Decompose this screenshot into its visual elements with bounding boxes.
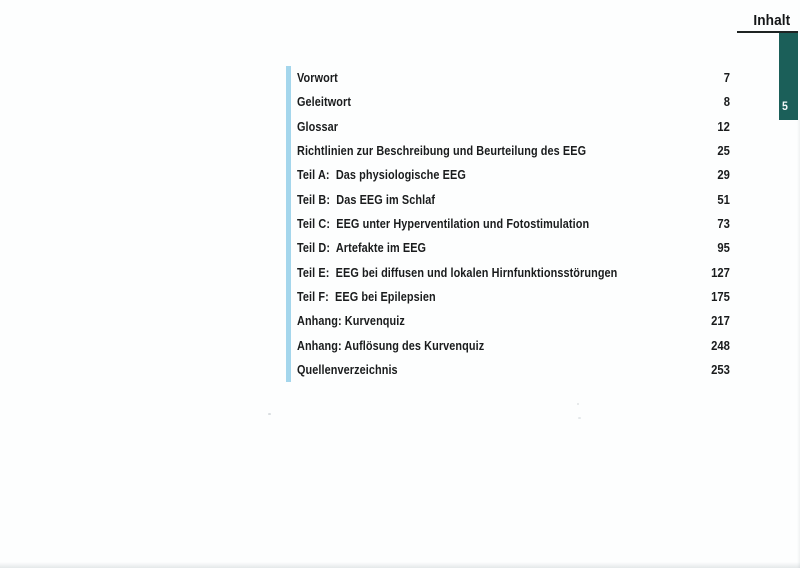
chapter-thumb-tab <box>779 33 798 120</box>
toc-entry <box>291 139 730 163</box>
toc-entry <box>291 309 730 333</box>
toc-entry-page-number: 8 <box>723 95 730 110</box>
toc-entry <box>291 90 730 114</box>
page-header-title: Inhalt <box>753 13 790 29</box>
scan-speck <box>577 403 579 405</box>
toc-entry-page-number: 7 <box>723 71 730 86</box>
toc-entry <box>291 236 730 260</box>
toc-entry-label: Glossar <box>297 119 339 134</box>
toc-entry-page-number: 175 <box>711 289 730 304</box>
toc-entry-label: Teil C: EEG unter Hyperventilation und Fotostimulation <box>297 217 590 232</box>
toc-entry-page-number: 73 <box>717 217 730 232</box>
toc-entry-label: Teil A: Das physiologische EEG <box>297 168 466 183</box>
toc-entry-page-number: 253 <box>711 362 730 377</box>
toc-entry-page-number: 95 <box>717 241 730 256</box>
toc-entry-label: Quellenverzeichnis <box>297 362 398 377</box>
toc-entry-label: Teil D: Artefakte im EEG <box>297 241 427 256</box>
toc-entry-label: Teil F: EEG bei Epilepsien <box>297 289 436 304</box>
toc-list <box>286 66 730 382</box>
scan-speck <box>578 417 581 419</box>
toc-entry-label: Richtlinien zur Beschreibung und Beurteilung des EEG <box>297 144 587 159</box>
toc-entry-page-number: 12 <box>717 119 730 134</box>
toc-entry-page-number: 25 <box>717 144 730 159</box>
toc-entry-label: Teil E: EEG bei diffusen und lokalen Hirnfunktionsstörungen <box>297 265 618 280</box>
toc-entry <box>291 163 730 187</box>
toc-entry <box>291 188 730 212</box>
toc-entry-label: Vorwort <box>297 71 338 86</box>
toc-entry <box>291 212 730 236</box>
toc-entry-page-number: 248 <box>711 338 730 353</box>
scan-bottom-edge-shadow <box>0 562 800 568</box>
tab-page-number: 5 <box>782 101 788 113</box>
toc-entry <box>291 66 730 90</box>
toc-entry <box>291 261 730 285</box>
toc-entry-label: Teil B: Das EEG im Schlaf <box>297 192 436 207</box>
toc-entry-label: Geleitwort <box>297 95 352 110</box>
toc-entry-page-number: 29 <box>717 168 730 183</box>
toc-entry-page-number: 127 <box>711 265 730 280</box>
toc-entry-page-number: 51 <box>717 192 730 207</box>
toc-entry <box>291 333 730 357</box>
toc-entry-label: Anhang: Kurvenquiz <box>297 314 405 329</box>
toc-entry <box>291 115 730 139</box>
toc-entry-label: Anhang: Auflösung des Kurvenquiz <box>297 338 485 353</box>
toc-entry <box>291 358 730 382</box>
scan-speck <box>268 413 271 415</box>
toc-entry <box>291 285 730 309</box>
toc-entry-page-number: 217 <box>711 314 730 329</box>
